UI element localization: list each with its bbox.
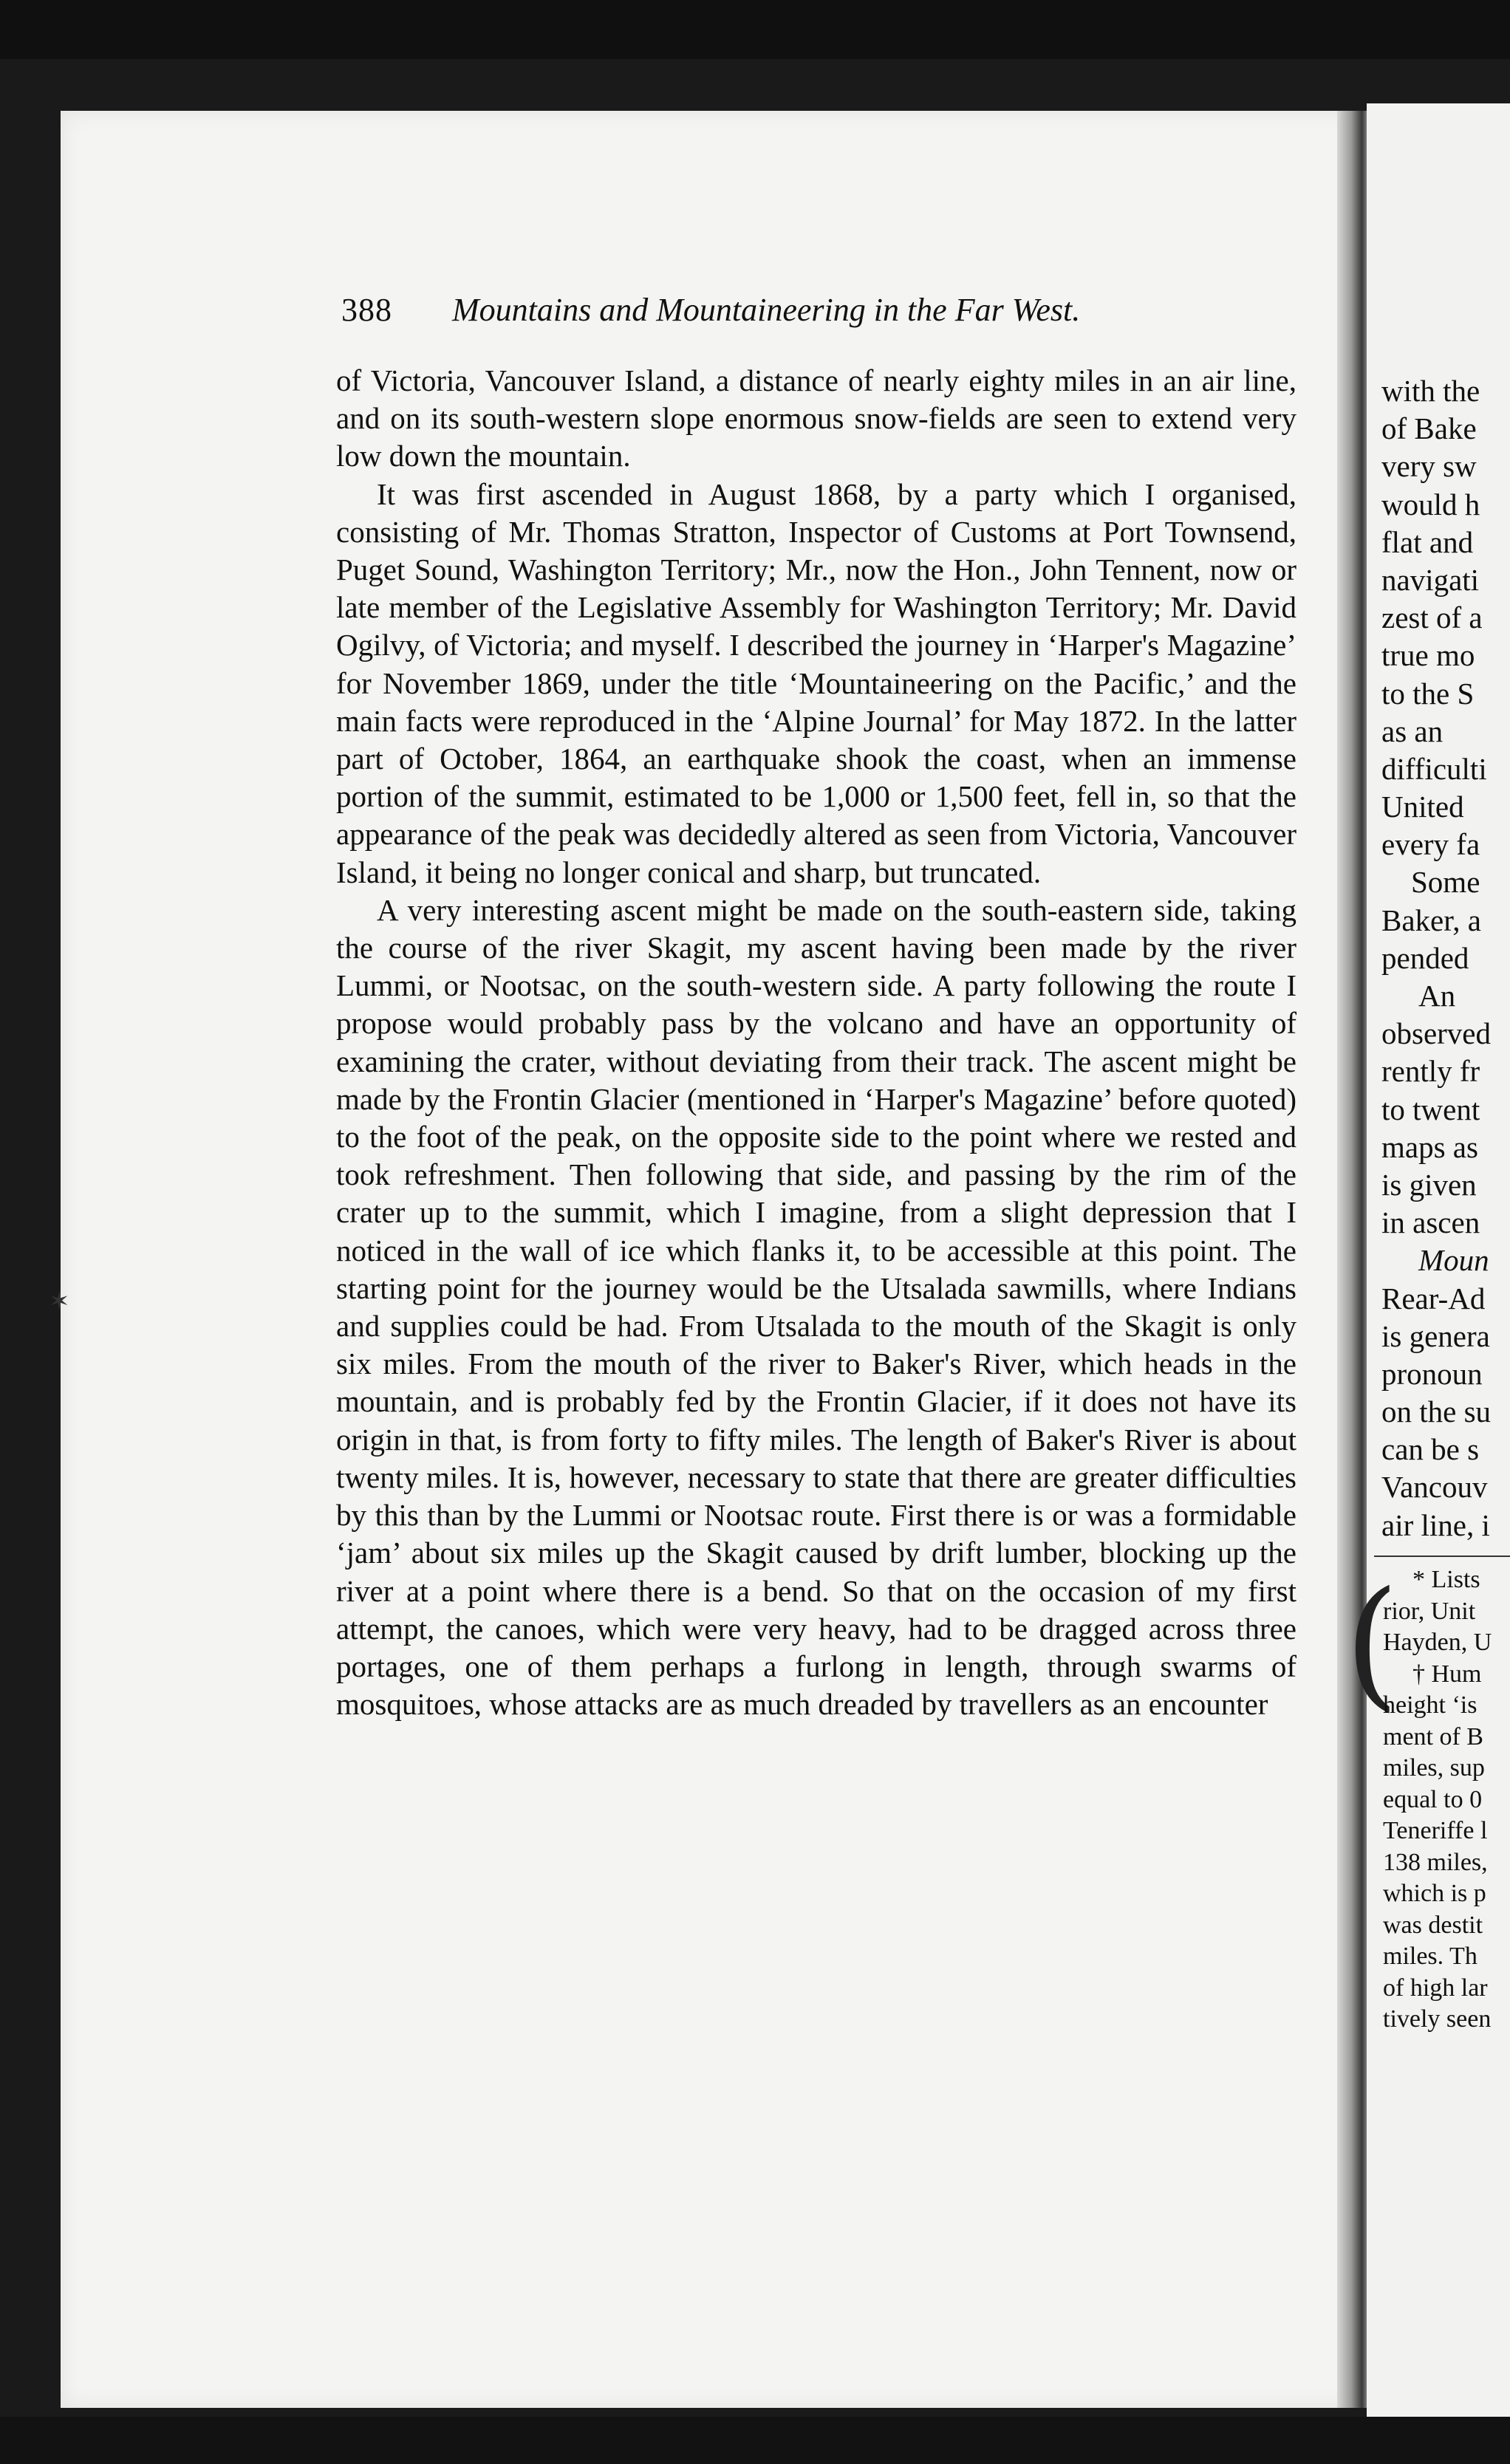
facing-page-text [1381, 372, 1510, 1544]
facing-line: Vancouv [1381, 1470, 1488, 1505]
facing-line: air line, i [1381, 1508, 1490, 1542]
brace-mark: ( [1345, 1561, 1400, 1725]
facing-line: United [1381, 790, 1464, 824]
facing-line: Moun [1418, 1243, 1489, 1278]
facing-line: very sw [1381, 449, 1477, 484]
footnote-line: was destit [1383, 1911, 1483, 1939]
paragraph: It was first ascended in August 1868, by a party which I organised, consisting of Mr. Thomas Stratton, Inspector of Customs at Port Townsend, Puget Sound, Washington Territory; Mr., now the Hon., John Tennent, now or late member of the Legislative Assembly for Washington Territory; Mr. David Ogilvy, of Victoria; and myself. I described the journey in ‘Harper's Magazine’ for November 1869, under the title ‘Mountaineering on the Pacific,’ and the main facts were reproduced in the ‘Alpine Journal’ for May 1872. In the latter part of October, 1864, an earthquake shook the coast, when an immense portion of the summit, estimated to be 1,000 or 1,500 feet, fell in, so that the appearance of the peak was decidedly altered as seen from Victoria, Vancouver Island, it being no longer conical and sharp, but truncated. [336, 476, 1297, 889]
facing-line: is genera [1381, 1318, 1490, 1353]
facing-line: zest of a [1381, 600, 1483, 635]
facing-line: is given [1381, 1167, 1477, 1202]
paragraph: of Victoria, Vancouver Island, a distance of nearly eighty miles in an air line, and on its south-western slope enormous snow-fields are seen to extend very low down the mountain. [336, 363, 1297, 473]
footnote-line: of high lar [1383, 1974, 1488, 2002]
footnote-line: height ‘is [1383, 1691, 1477, 1719]
footnote-rule [1374, 1556, 1510, 1557]
facing-line: maps as [1381, 1129, 1478, 1164]
footnote-line: which is p [1383, 1880, 1486, 1907]
facing-line: observed [1381, 1016, 1492, 1051]
facing-line: in ascen [1381, 1205, 1480, 1240]
footnote-line: ment of B [1383, 1722, 1483, 1751]
body-text [336, 362, 1297, 1723]
facing-line: can be s [1381, 1432, 1480, 1467]
facing-line: true mo [1381, 638, 1475, 673]
facing-line: to twent [1381, 1092, 1480, 1126]
facing-line: Rear-Ad [1381, 1281, 1486, 1315]
facing-line: navigati [1381, 562, 1480, 597]
footnote-line: Hayden, U [1383, 1629, 1492, 1656]
facing-line: pended [1381, 940, 1469, 975]
footnote-line: * Lists [1412, 1566, 1480, 1593]
scan-bottom-border [0, 2417, 1510, 2464]
footnote-line: 138 miles, [1383, 1848, 1488, 1876]
page-number: 388 [341, 292, 392, 328]
footnote-line: equal to 0 [1383, 1785, 1483, 1813]
facing-line: to the S [1381, 676, 1475, 711]
facing-line: Baker, a [1381, 903, 1481, 937]
facing-line: difficulti [1381, 751, 1487, 786]
facing-line: every fa [1381, 827, 1480, 862]
footnote-line: † Hum [1412, 1660, 1482, 1688]
footnote-line: tively seen [1383, 2005, 1492, 2033]
facing-line: Some [1411, 865, 1480, 900]
facing-line: rently fr [1381, 1054, 1480, 1089]
facing-footnotes [1383, 1564, 1510, 2036]
facing-line: as an [1381, 713, 1444, 748]
scan-top-border [0, 0, 1510, 59]
facing-line: flat and [1381, 524, 1474, 559]
footnote-line: rior, Unit [1383, 1597, 1476, 1625]
facing-line: An [1418, 979, 1456, 1013]
facing-line: on the su [1381, 1394, 1492, 1429]
running-title: Mountains and Mountaineering in the Far West. [452, 292, 1081, 328]
scan-speck: ✶ [49, 1288, 70, 1315]
facing-line: of Bake [1381, 411, 1477, 446]
paragraph: A very interesting ascent might be made on the south-eastern side, taking the course of the river Skagit, my ascent having been made by the river Lummi, or Nootsac, on the south-western side. A party following the route I propose would probably pass by the volcano and have an opportunity of examining the crater, without deviating from their track. The ascent might be made by the Frontin Glacier (mentioned in ‘Harper's Magazine’ before quoted) to the foot of the peak, on the opposite side to the point where we rested and took refreshment. Then following that side, and passing by the rim of the crater up to the summit, which I imagine, from a slight depression that I noticed in the wall of ice which flanks it, to be accessible at this point. The starting point for the journey would be the Utsalada sawmills, where Indians and supplies could be had. From Utsalada to the mouth of the Skagit is only six miles. From the mouth of the river to Baker's River, which heads in the mountain, and is probably fed by the Frontin Glacier, if it does not have its origin in that, is from forty to fifty miles. The length of Baker's River is about twenty miles. It is, however, necessary to state that there are greater difficulties by this than by the Lummi or Nootsac route. First there is or was a formidable ‘jam’ about six miles up the Skagit caused by drift lumber, blocking up the river at a point where there is a bend. So that on the occasion of my first attempt, the canoes, which were very heavy, had to be dragged across three portages, one of them perhaps a furlong in length, through swarms of mosquitoes, whose attacks are as much dreaded by travellers as an encounter [336, 892, 1297, 1722]
facing-line: with the [1381, 374, 1480, 408]
footnote-line: miles. Th [1383, 1943, 1477, 1970]
footnote-line: miles, sup [1383, 1754, 1485, 1782]
page-header [341, 291, 1257, 335]
facing-line: pronoun [1381, 1356, 1483, 1391]
footnote-line: Teneriffe l [1383, 1817, 1488, 1844]
facing-line: would h [1381, 487, 1480, 521]
